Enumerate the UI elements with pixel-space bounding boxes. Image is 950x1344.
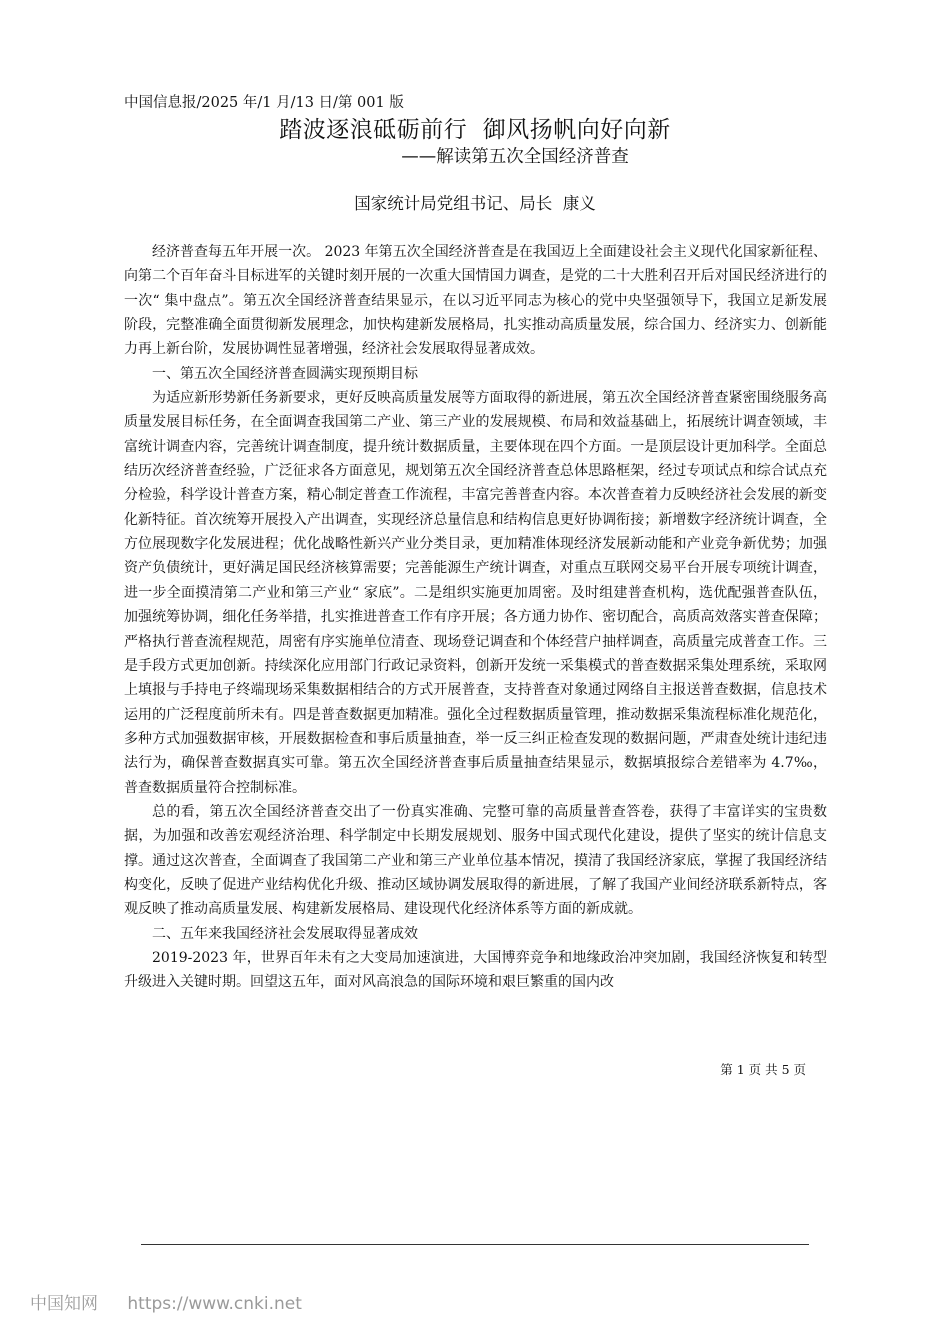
section-heading-1: 一、第五次全国经济普查圆满实现预期目标 [152, 365, 418, 382]
article-author: 国家统计局党组书记、局长 康义 [354, 194, 596, 213]
section-heading-2: 二、五年来我国经济社会发展取得显著成效 [152, 925, 418, 942]
article-title: 踏波逐浪砥砺前行 御风扬帆向好向新 [279, 117, 671, 143]
cnki-watermark [30, 1292, 302, 1316]
paragraph-section-2: 2019-2023 年，世界百年未有之大变局加速演进，大国博弈竞争和地缘政治冲突加剧，我国经济恢复和转型升级进入关键时期。回望这五年，面对风高浪急的国际环境和艰巨繁重的国内改 [124, 949, 827, 991]
source-line: 中国信息报/2025 年/1 月/13 日/第 001 版 [124, 95, 404, 111]
page-number: 第 1 页 共 5 页 [720, 1062, 806, 1077]
paragraph-summary: 总的看，第五次全国经济普查交出了一份真实准确、完整可靠的高质量普查答卷，获得了丰富详实的宝贵数据，为加强和改善宏观经济治理、科学制定中长期发展规划、服务中国式现代化建设，提供了坚实的统计信息支撑。通过这次普查，全面调查了我国第二产业和第三产业单位基本情况，摸清了我国经济家底，掌握了我国经济结构变化，反映了促进产业结构优化升级、推动区域协调发展取得的新进展，了解了我国产业间经济联系新特点，客观反映了推动高质量发展、构建新发展格局、建设现代化经济体系等方面的新成就。 [124, 803, 827, 918]
article-body [124, 240, 827, 995]
watermark-brand: 中国知网 [30, 1294, 98, 1314]
paragraph-intro: 经济普查每五年开展一次。 2023 年第五次全国经济普查是在我国迈上全面建设社会主义现代化国家新征程、向第二个百年奋斗目标进军的关键时刻开展的一次重大国情国力调查，是党的二十大胜利召开后对国民经济进行的一次“ 集中盘点”。第五次全国经济普查结果显示，在以习近平同志为核心的党中央坚强领导下，我国立足新发展阶段，完整准确全面贯彻新发展理念，加快构建新发展格局，扎实推动高质量发展，综合国力、经济实力、创新能力再上新台阶，发展协调性显著增强，经济社会发展取得显著成效。 [124, 244, 827, 358]
footer-divider [141, 1244, 809, 1245]
article-subtitle: ——解读第五次全国经济普查 [401, 147, 629, 167]
watermark-url: https://www.cnki.net [127, 1294, 302, 1314]
paragraph-section-1: 为适应新形势新任务新要求，更好反映高质量发展等方面取得的新进展，第五次全国经济普查紧密围绕服务高质量发展目标任务，在全面调查我国第二产业、第三产业的发展规模、布局和效益基础上，拓展统计调查领域，丰富统计调查内容，完善统计调查制度，提升统计数据质量，主要体现在四个方面。一是顶层设计更加科学。全面总结历次经济普查经验，广泛征求各方面意见，规划第五次全国经济普查总体思路框架，经过专项试点和综合试点充分检验，科学设计普查方案，精心制定普查工作流程，丰富完善普查内容。本次普查着力反映经济社会发展的新变化新特征。首次统筹开展投入产出调查，实现经济总量信息和结构信息更好协调衔接；新增数字经济统计调查，全方位展现数字化发展进程；优化战略性新兴产业分类目录，更加精准体现经济发展新动能和产业竞争新优势；加强资产负债统计，更好满足国民经济核算需要；完善能源生产统计调查，对重点互联网交易平台开展专项统计调查，进一步全面摸清第二产业和第三产业“ 家底”。二是组织实施更加周密。及时组建普查机构，选优配强普查队伍，加强统筹协调，细化任务举措，扎实推进普查工作有序开展；各方通力协作、密切配合，高质高效落实普查保障；严格执行普查流程规范，周密有序实施单位清查、现场登记调查和个体经营户抽样调查，高质量完成普查工作。三是手段方式更加创新。持续深化应用部门行政记录资料，创新开发统一采集模式的普查数据采集处理系统，采取网上填报与手持电子终端现场采集数据相结合的方式开展普查，支持普查对象通过网络自主报送普查数据，信息技术运用的广泛程度前所未有。四是普查数据更加精准。强化全过程数据质量管理，推动数据采集流程标准化规范化，多种方式加强数据审核，开展数据检查和事后质量抽查，举一反三纠正检查发现的数据问题，严肃查处统计违纪违法行为，确保普查数据真实可靠。第五次全国经济普查事后质量抽查结果显示，数据填报综合差错率为 4.7‰，普查数据质量符合控制标准。 [124, 390, 827, 796]
